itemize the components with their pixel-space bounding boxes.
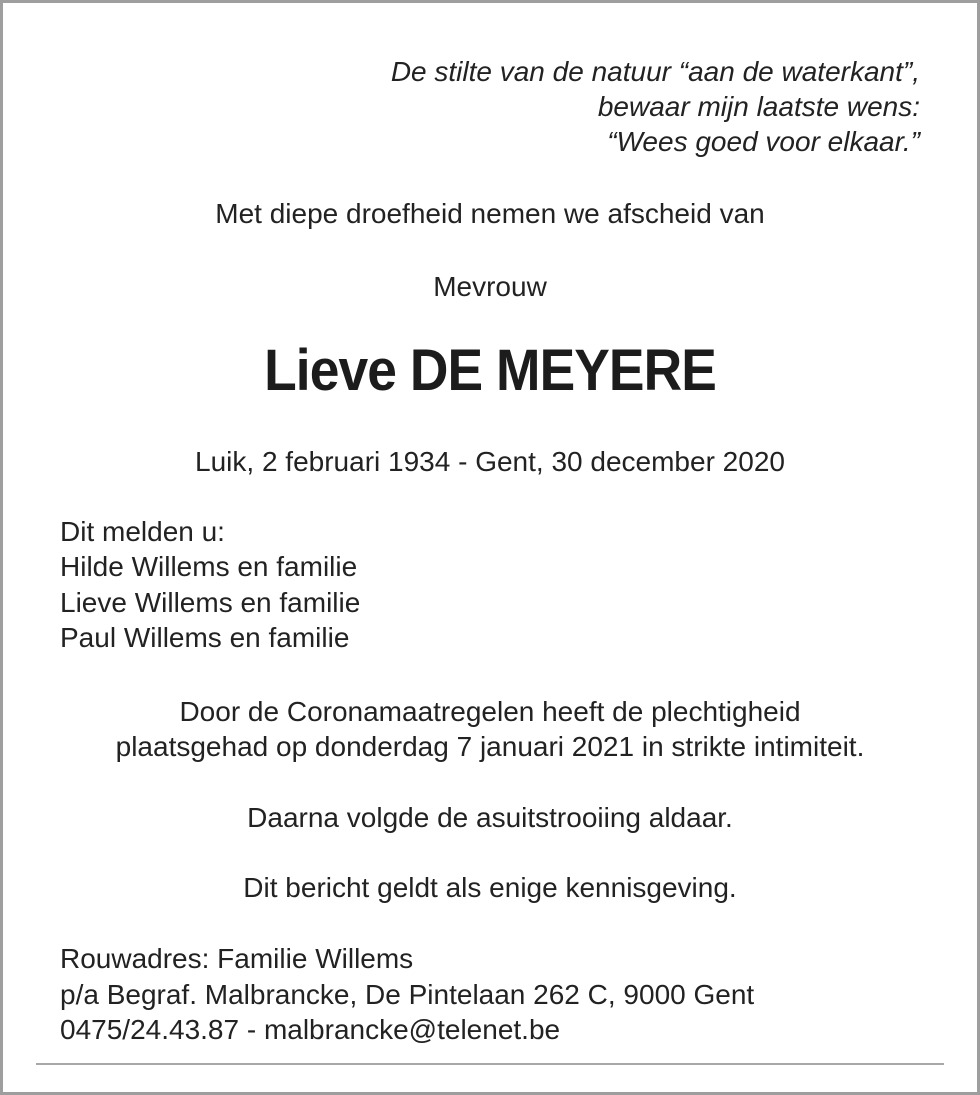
deceased-name: Lieve DE MEYERE bbox=[264, 338, 716, 403]
ceremony-line: Door de Coronamaatregelen heeft de plechtigheid bbox=[179, 696, 801, 727]
quote-line: “Wees goed voor elkaar.” bbox=[607, 126, 920, 157]
announcers-heading: Dit melden u: bbox=[60, 516, 225, 547]
quote-line: De stilte van de natuur “aan de waterkant”, bbox=[390, 56, 920, 87]
announcer-line: Hilde Willems en familie bbox=[60, 551, 358, 582]
intro-text: Met diepe droefheid nemen we afscheid van bbox=[215, 198, 765, 229]
announcer-line: Lieve Willems en familie bbox=[60, 587, 361, 618]
ceremony-line: plaatsgehad op donderdag 7 januari 2021 in strikte intimiteit. bbox=[115, 731, 865, 762]
contact-line: 0475/24.43.87 - malbrancke@telenet.be bbox=[60, 1014, 561, 1045]
salutation: Mevrouw bbox=[433, 271, 547, 302]
life-dates: Luik, 2 februari 1934 - Gent, 30 december 2020 bbox=[195, 446, 785, 477]
quote-line: bewaar mijn laatste wens: bbox=[597, 91, 920, 122]
address-line: Rouwadres: Familie Willems bbox=[60, 943, 414, 974]
notice-text: Dit bericht geldt als enige kennisgeving. bbox=[243, 872, 737, 903]
bottom-divider bbox=[36, 1063, 944, 1065]
aftercare-text: Daarna volgde de asuitstrooiing aldaar. bbox=[247, 802, 733, 833]
address-line: p/a Begraf. Malbrancke, De Pintelaan 262 C, 9000 Gent bbox=[60, 979, 755, 1010]
announcer-line: Paul Willems en familie bbox=[60, 622, 350, 653]
